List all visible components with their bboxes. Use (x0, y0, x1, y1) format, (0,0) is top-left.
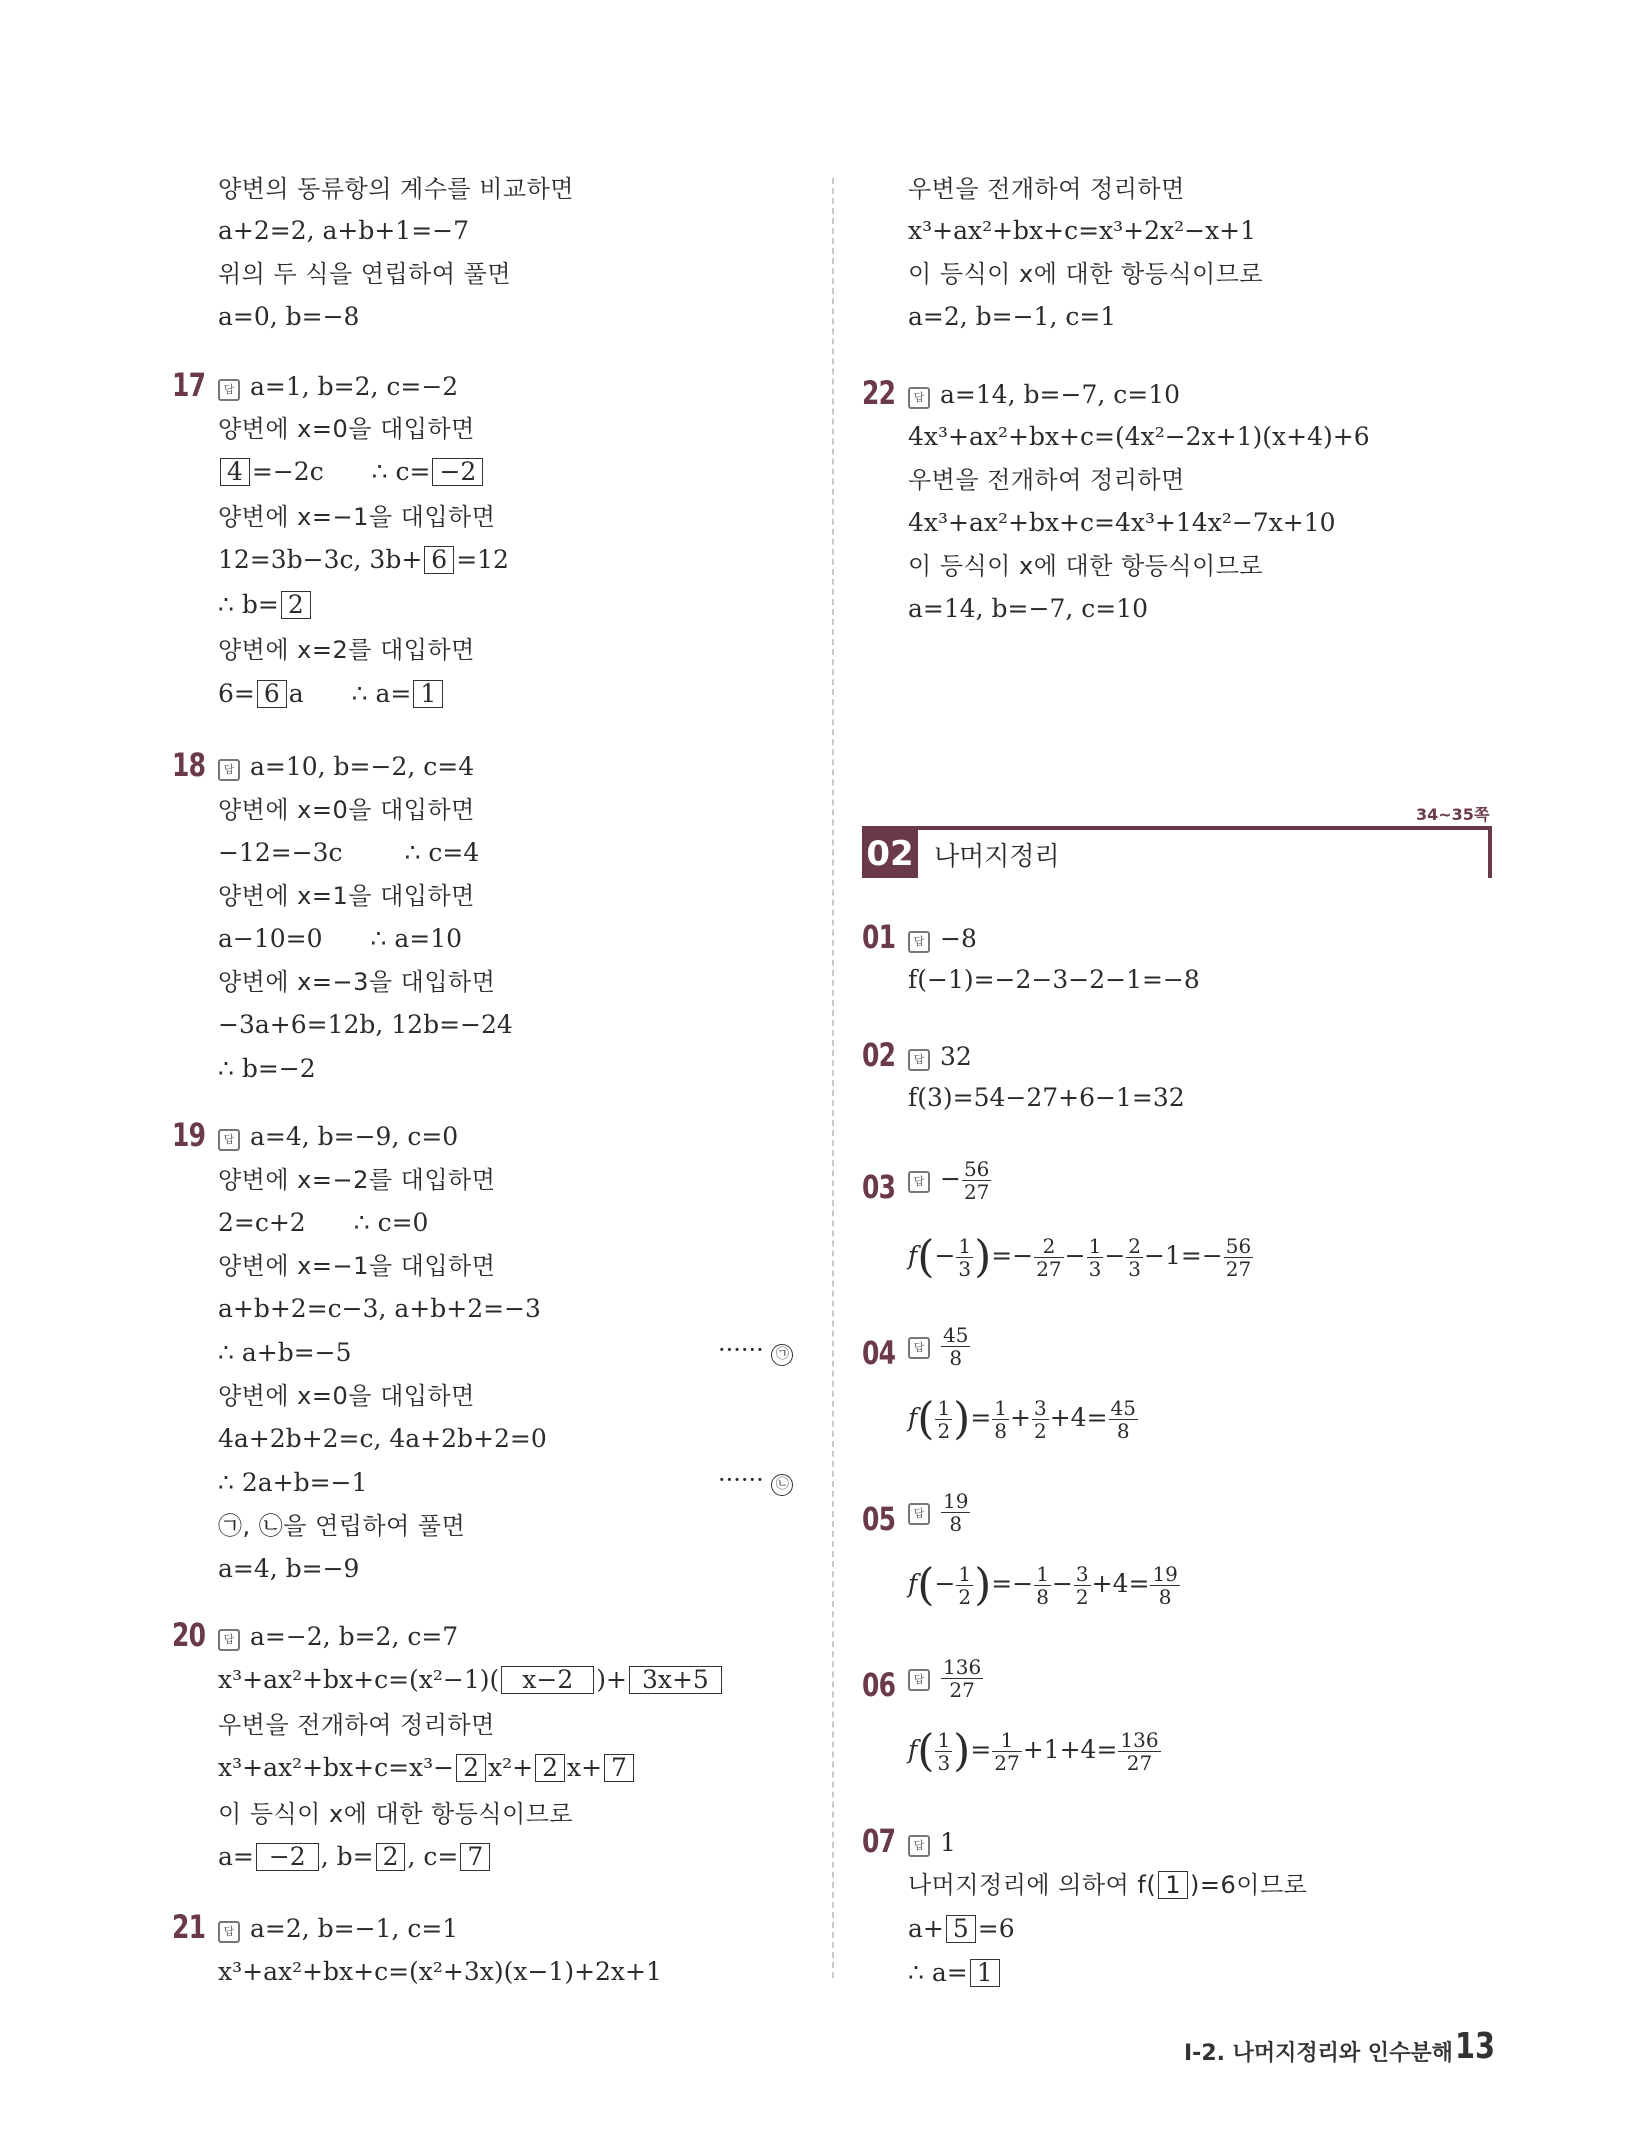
denominator: 2 (958, 1585, 972, 1609)
math-line: a=2, b=−1, c=1 (908, 302, 1117, 331)
math-text: a+ (908, 1914, 944, 1943)
problem-number: 04 (862, 1334, 896, 1372)
answer-icon: 답 (908, 1337, 930, 1359)
math-text: = (970, 1735, 992, 1764)
blank-box: 1 (1158, 1871, 1188, 1899)
fraction (956, 1235, 973, 1280)
math-text: + (1010, 1403, 1031, 1432)
blank-box: 2 (535, 1754, 565, 1782)
denominator: 27 (1036, 1257, 1062, 1281)
numerator: 1 (937, 1396, 951, 1420)
answer-icon: 답 (908, 1669, 930, 1691)
fraction (1109, 1397, 1138, 1442)
math-text: x³+ax²+bx+c=(x²−1)( (218, 1665, 500, 1694)
problem-number: 19 (172, 1116, 206, 1154)
circled-label: ㉠ (771, 1344, 793, 1366)
answer-icon: 답 (908, 1049, 930, 1071)
section-title: 나머지정리 (934, 842, 1060, 872)
answer-icon: 답 (218, 759, 240, 781)
fraction (935, 1397, 952, 1442)
math-text: f (908, 1241, 918, 1270)
numerator: 45 (943, 1323, 969, 1347)
denominator: 27 (1225, 1257, 1252, 1281)
math-text: +4= (1091, 1569, 1150, 1598)
math-line: a=14, b=−7, c=10 (908, 594, 1149, 623)
math-text: a−10=0 (218, 924, 323, 953)
denominator: 2 (1075, 1585, 1089, 1609)
math-line: f( $\frac{1}{2}$ )= $\frac{1}{8}$ + $\frac{3}{2}$ +4= $\frac{45}{8}$ (908, 1393, 1136, 1445)
fraction (941, 1656, 983, 1701)
math-text: −1=− (1144, 1241, 1223, 1270)
math-text: − (1064, 1241, 1086, 1270)
math-text: − (934, 1241, 956, 1270)
problem-number: 03 (862, 1168, 896, 1206)
numerator: 1 (937, 1728, 951, 1752)
math-text: f (908, 1569, 918, 1598)
math-line: f(− $\frac{1}{3}$ )=− $\frac{2}{27}$ − $\frac{1}{3}$ − $\frac{2}{3}$ −1=− $\frac{56}{27}$ (908, 1231, 1252, 1283)
problem-number: 07 (862, 1822, 896, 1860)
math-text: ∴ c=0 (353, 1208, 429, 1237)
fraction (1032, 1397, 1049, 1442)
answer-line (218, 370, 458, 404)
math-text: +1+4= (1022, 1735, 1118, 1764)
math-text: )+ (596, 1665, 627, 1694)
math-text: ∴ a= (908, 1958, 968, 1987)
math-text: x+ (567, 1753, 603, 1782)
denominator: 8 (949, 1512, 963, 1536)
text-line (908, 1868, 1307, 1902)
blank-box: 6 (424, 546, 454, 574)
numerator: 136 (943, 1655, 982, 1679)
math-line: a=4, b=−9 (218, 1554, 360, 1583)
numerator: 3 (1033, 1396, 1047, 1420)
numerator: 2 (1128, 1234, 1142, 1258)
math-line (218, 1751, 636, 1785)
text-line: 우변을 전개하여 정리하면 (908, 175, 1185, 203)
math-line: f(3)=54−27+6−1=32 (908, 1083, 1185, 1112)
fraction (1150, 1563, 1179, 1608)
denominator: 3 (958, 1257, 972, 1281)
denominator: 3 (1088, 1257, 1102, 1281)
text-line: 양변에 x=−2를 대입하면 (218, 1166, 496, 1194)
math-line: ∴ b=−2 (218, 1054, 316, 1083)
numerator: 2 (1034, 1235, 1063, 1258)
denominator: 3 (1128, 1257, 1142, 1281)
text-line: 우변을 전개하여 정리하면 (218, 1711, 495, 1739)
answer-icon: 답 (218, 1629, 240, 1651)
numerator: 56 (963, 1157, 990, 1181)
answer-line (908, 378, 1180, 412)
math-text: =−2c (251, 457, 324, 486)
answer-text: 32 (940, 1042, 972, 1071)
math-text: +4= (1049, 1403, 1108, 1432)
answer-line (218, 1912, 458, 1946)
fraction (941, 1324, 970, 1369)
text-fragment: 나머지정리에 의하여 f( (908, 1871, 1157, 1899)
blank-box: 3x+5 (629, 1666, 722, 1694)
fraction (941, 1490, 970, 1535)
math-line: 4x³+ax²+bx+c=(4x²−2x+1)(x+4)+6 (908, 422, 1370, 451)
fraction (962, 1158, 991, 1203)
answer-line (908, 1656, 984, 1701)
denominator: 27 (994, 1751, 1020, 1775)
denominator: 27 (963, 1180, 990, 1204)
math-text: ∴ c=4 (404, 838, 480, 867)
blank-box: 2 (376, 1843, 406, 1871)
answer-icon: 답 (218, 1129, 240, 1151)
answer-icon: 답 (908, 1503, 930, 1525)
text-line: 양변에 x=0을 대입하면 (218, 415, 475, 443)
fraction (1034, 1235, 1063, 1280)
numerator: 1 (958, 1562, 972, 1586)
math-text: a= (218, 1842, 254, 1871)
math-text: =− (991, 1241, 1034, 1270)
answer-text: −8 (940, 924, 977, 953)
math-text: 12=3b−3c, 3b+ (218, 545, 423, 574)
math-line: 4x³+ax²+bx+c=4x³+14x²−7x+10 (908, 508, 1336, 537)
problem-number: 22 (862, 374, 896, 412)
numerator: 1 (958, 1234, 972, 1258)
ellipsis: ······ (718, 1336, 764, 1364)
math-line (218, 1663, 724, 1697)
math-line (218, 922, 462, 956)
math-text: x²+ (488, 1753, 534, 1782)
math-text: ∴ c= (371, 457, 431, 486)
math-text: − (1104, 1241, 1126, 1270)
fraction (1224, 1235, 1253, 1280)
math-text: ∴ a=10 (370, 924, 463, 953)
text-line: 이 등식이 x에 대한 항등식이므로 (908, 260, 1264, 288)
math-text: ∴ a= (351, 679, 412, 708)
math-line: a+b+2=c−3, a+b+2=−3 (218, 1294, 541, 1323)
answer-icon: 답 (908, 931, 930, 953)
text-line: ㉠, ㉡을 연립하여 풀면 (218, 1512, 466, 1540)
blank-box: 4 (220, 458, 250, 486)
denominator: 8 (1036, 1585, 1049, 1609)
fraction (1126, 1235, 1143, 1280)
blank-box: 2 (281, 591, 311, 619)
math-line: a+2=2, a+b+1=−7 (218, 216, 470, 245)
math-text: − (1051, 1569, 1073, 1598)
answer-icon: 답 (908, 1171, 930, 1193)
numerator: 45 (1110, 1396, 1136, 1420)
answer-text: a=10, b=−2, c=4 (250, 752, 475, 781)
blank-box: 1 (413, 680, 443, 708)
math-text: ∴ b= (218, 590, 279, 619)
answer-icon: 답 (218, 379, 240, 401)
denominator: 8 (949, 1346, 963, 1370)
math-line: x³+ax²+bx+c=(x²+3x)(x−1)+2x+1 (218, 1957, 662, 1986)
problem-number: 02 (862, 1036, 896, 1074)
math-line: ∴ a+b=−5 (218, 1338, 352, 1367)
page-number: 13 (1455, 2026, 1496, 2067)
math-line: f(− $\frac{1}{2}$ )=− $\frac{1}{8}$ − $\frac{3}{2}$ +4= $\frac{19}{8}$ (908, 1559, 1178, 1611)
fraction (992, 1397, 1009, 1442)
denominator: 2 (1033, 1419, 1047, 1443)
answer-line (218, 750, 474, 784)
math-text: =− (991, 1569, 1034, 1598)
math-line (218, 455, 485, 489)
math-text: − (940, 1164, 961, 1193)
circled-label: ㉡ (771, 1474, 793, 1496)
section-rule (862, 826, 1492, 830)
text-fragment: )=6이므로 (1190, 1871, 1308, 1899)
problem-number: 01 (862, 918, 896, 956)
problem-number: 06 (862, 1666, 896, 1704)
blank-box: −2 (432, 458, 483, 486)
answer-line (908, 1826, 956, 1860)
denominator: 2 (937, 1419, 951, 1443)
math-line: f(−1)=−2−3−2−1=−8 (908, 965, 1200, 994)
blank-box: 6 (257, 680, 287, 708)
text-line: 양변에 x=1을 대입하면 (218, 882, 475, 910)
math-line: x³+ax²+bx+c=x³+2x²−x+1 (908, 216, 1257, 245)
math-text: , c= (407, 1842, 459, 1871)
numerator: 19 (943, 1489, 969, 1513)
blank-box: −2 (256, 1843, 319, 1871)
equation-marker (718, 1466, 793, 1496)
numerator: 1 (1036, 1562, 1049, 1586)
fraction (935, 1729, 952, 1774)
text-line: 이 등식이 x에 대한 항등식이므로 (908, 552, 1264, 580)
fraction (1087, 1235, 1104, 1280)
math-line (218, 543, 509, 577)
math-text: 2=c+2 (218, 1208, 306, 1237)
math-line: −3a+6=12b, 12b=−24 (218, 1010, 513, 1039)
answer-line (218, 1120, 458, 1154)
fraction (992, 1729, 1021, 1774)
problem-number: 20 (172, 1616, 206, 1654)
math-line (218, 836, 479, 870)
math-line (218, 588, 313, 622)
math-text: , b= (320, 1842, 374, 1871)
math-line (908, 1912, 1015, 1946)
blank-box: x−2 (501, 1666, 594, 1694)
answer-text: a=−2, b=2, c=7 (250, 1622, 459, 1651)
ellipsis: ······ (718, 1466, 764, 1494)
denominator: 27 (949, 1678, 975, 1702)
text-line: 양변에 x=0을 대입하면 (218, 1382, 475, 1410)
denominator: 8 (994, 1419, 1008, 1443)
text-line: 양변에 x=−1을 대입하면 (218, 503, 496, 531)
text-line: 위의 두 식을 연립하여 풀면 (218, 260, 512, 288)
fraction (1074, 1563, 1091, 1608)
math-line (218, 1840, 492, 1874)
blank-box: 7 (460, 1843, 490, 1871)
answer-line (218, 1620, 458, 1654)
numerator: 19 (1152, 1562, 1178, 1586)
math-text: x³+ax²+bx+c=x³− (218, 1753, 455, 1782)
blank-box: 5 (946, 1915, 976, 1943)
answer-line (908, 1040, 972, 1074)
problem-number: 18 (172, 746, 206, 784)
math-line (908, 1956, 1002, 1990)
text-line: 우변을 전개하여 정리하면 (908, 466, 1185, 494)
answer-icon: 답 (218, 1921, 240, 1943)
section-rule (1488, 826, 1492, 878)
answer-icon: 답 (908, 1835, 930, 1857)
answer-line (908, 1324, 971, 1369)
problem-number: 05 (862, 1500, 896, 1538)
denominator: 27 (1126, 1751, 1153, 1775)
math-text: a (288, 679, 304, 708)
text-line: 양변에 x=−1을 대입하면 (218, 1252, 496, 1280)
text-line: 양변의 동류항의 계수를 비교하면 (218, 175, 574, 203)
math-text: −12=−3c (218, 838, 343, 867)
answer-text: a=1, b=2, c=−2 (250, 372, 459, 401)
math-text: = (970, 1403, 992, 1432)
numerator: 1 (994, 1396, 1008, 1420)
answer-line (908, 1158, 992, 1203)
answer-text: 1 (940, 1828, 956, 1857)
problem-number: 17 (172, 366, 206, 404)
math-text: 6= (218, 679, 255, 708)
numerator: 3 (1075, 1562, 1089, 1586)
equation-marker (718, 1336, 793, 1366)
text-line: 양변에 x=−3을 대입하면 (218, 968, 496, 996)
math-line: f( $\frac{1}{3}$ )= $\frac{1}{27}$ +1+4= $\frac{136}{27}$ (908, 1725, 1159, 1777)
blank-box: 1 (970, 1959, 1000, 1987)
math-line: a=0, b=−8 (218, 302, 360, 331)
text-line: 양변에 x=2를 대입하면 (218, 636, 475, 664)
text-line: 양변에 x=0을 대입하면 (218, 796, 475, 824)
math-text: f (908, 1403, 918, 1432)
problem-number: 21 (172, 1908, 206, 1946)
math-text: − (934, 1569, 956, 1598)
footer-chapter: Ⅰ-2. 나머지정리와 인수분해 (1184, 2041, 1453, 2066)
numerator: 1 (992, 1729, 1021, 1752)
column-divider (832, 178, 834, 1978)
numerator: 136 (1120, 1728, 1159, 1752)
blank-box: 7 (604, 1754, 634, 1782)
math-line: ∴ 2a+b=−1 (218, 1468, 368, 1497)
math-text: =12 (456, 545, 509, 574)
denominator: 8 (1158, 1585, 1172, 1609)
math-text: f (908, 1735, 918, 1764)
answer-line (908, 1490, 971, 1535)
answer-icon: 답 (908, 387, 930, 409)
blank-box: 2 (456, 1754, 486, 1782)
denominator: 3 (937, 1751, 951, 1775)
section-number: 02 (862, 830, 918, 878)
numerator: 56 (1225, 1234, 1252, 1258)
answer-text: a=14, b=−7, c=10 (940, 380, 1181, 409)
math-text: =6 (977, 1914, 1015, 1943)
math-line (218, 677, 445, 711)
answer-text: a=4, b=−9, c=0 (250, 1122, 459, 1151)
denominator: 8 (1116, 1419, 1130, 1443)
text-line: 이 등식이 x에 대한 항등식이므로 (218, 1800, 574, 1828)
numerator: 1 (1088, 1234, 1102, 1258)
fraction (1034, 1563, 1051, 1608)
fraction (1118, 1729, 1160, 1774)
page-range: 34~35쪽 (1416, 805, 1490, 824)
answer-line (908, 922, 977, 956)
math-line: 4a+2b+2=c, 4a+2b+2=0 (218, 1424, 547, 1453)
math-line (218, 1206, 428, 1240)
answer-text: a=2, b=−1, c=1 (250, 1914, 459, 1943)
fraction (956, 1563, 973, 1608)
section-header (862, 826, 1492, 878)
